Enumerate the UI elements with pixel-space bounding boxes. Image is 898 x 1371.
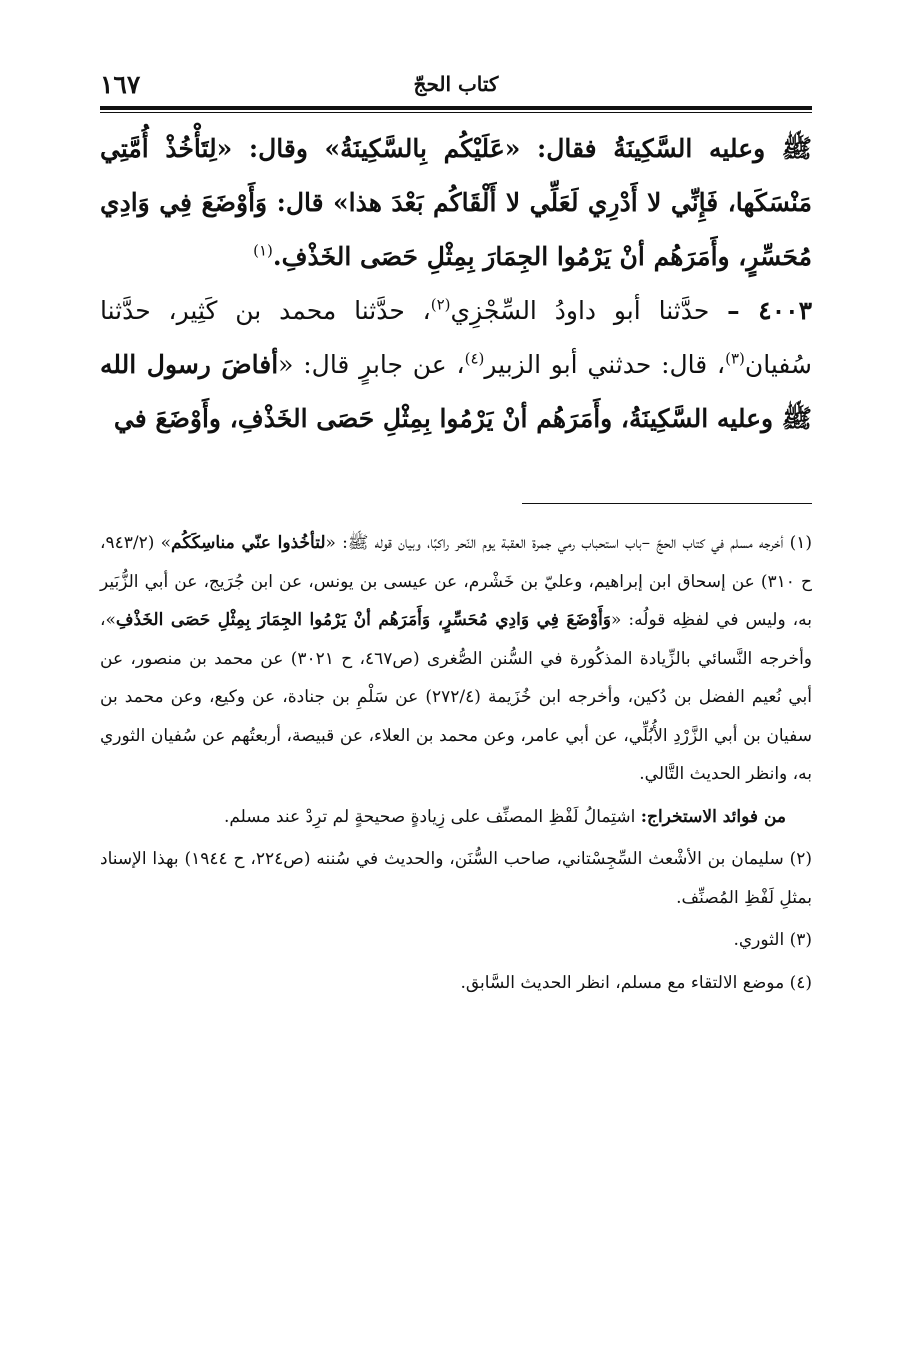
footnote-4: (٤) موضع الالتقاء مع مسلم، انظر الحديث السَّابق. bbox=[460, 972, 812, 993]
running-title: كتاب الحجّ bbox=[413, 72, 499, 96]
footnote-1 bbox=[100, 524, 812, 794]
footnote-ref-2: (٢) bbox=[430, 295, 451, 314]
footnote-1-part-c: » (٩٤٣/٢، ح ٣١٠) عن إسحاق ابن إبراهيم، وعليّ بن خَشْرم، عن عيسى بن يونس، عن ابن جُرَيج، عن أبي الزُّبَير به، وليس في لفظِه قولُه: « bbox=[100, 533, 813, 630]
main-paragraph-1 bbox=[100, 122, 812, 284]
isnad-part-d: ، عن جابرٍ قال: « bbox=[278, 350, 465, 379]
footnote-1-part-a: (١) أخرجه مسلم في كتاب الحجّ –باب استحباب رمي جمرة العقبة يوم النّحر راكبًا، وبيان قوله ﷺ: « bbox=[325, 533, 813, 553]
footnote-1-quote-1: لتأخُذوا عنّي مناسِكَكُم bbox=[171, 533, 326, 553]
footnote-ref-1: (١) bbox=[253, 241, 273, 260]
isnad-part-b: ، حدَّثنا محمد بن كَثِير، حدَّثنا سُفيان bbox=[100, 296, 812, 379]
isnad-part-a: حدَّثنا أبو داودُ السِّجْزِي bbox=[450, 296, 728, 325]
page-header bbox=[100, 70, 812, 104]
hadith-text-continuation: ﷺ وعليه السَّكِينَةُ فقال: «عَلَيْكُم بِالسَّكِينَةُ» وقال: «لِتَأْخُذْ أُمَّتِي مَنْسَكَها، فَإِنِّي لا أَدْرِي لَعَلِّي لا أَلْقَاكُم بَعْدَ هذا» قال: وَأَوْضَعَ فِي وَادِي مُحَسِّرٍ، وأَمَرَهُم أنْ يَرْمُوا الجِمَارَ بِمِثْلِ حَصَى الخَذْفِ. bbox=[100, 134, 812, 271]
footnote-separator bbox=[522, 503, 812, 504]
main-text bbox=[100, 122, 812, 446]
footnote-2: (٢) سليمان بن الأشْعث السِّجِسْتاني، صاحب السُّنَن، والحديث في سُننه (ص٢٢٤، ح ١٩٤٤) بهذا الإسناد بمثلِ لَفْظِ المُصنِّف. bbox=[100, 849, 812, 908]
book-page bbox=[100, 0, 812, 1371]
benefit-label: من فوائد الاستخراج: bbox=[640, 806, 786, 827]
footnote-1-quote-2: وَأَوْضَعَ فِي وَادِي مُحَسِّرٍ، وَأَمَرَهُم أنْ يَرْمُوا الجِمَارَ بِمِثْلِ حَصَى الخَذْفِ bbox=[115, 610, 612, 630]
footnote-3: (٣) الثوري. bbox=[733, 930, 812, 950]
hadith-number: ٤٠٠٣ – bbox=[727, 296, 812, 325]
header-rule-thin bbox=[100, 112, 812, 113]
footnotes bbox=[100, 524, 812, 1006]
footnote-1-part-d: »، وأخرجه النَّسائي بالزِّيادة المذكُورة في السُّنن الصُّغرى (ص٤٦٧، ح ٣٠٢١) عن محمد بن منصور، عن أبي نُعيم الفضل بن دُكين، وأخرجه ابن خُزَيمة (٢٧٢/٤) عن سَلْمِ بن جنادة، عن وكيع، وعن محمد بن سفيان بن أبي الزَّرْدِ الأُبُلِّي، عن أبي عامر، وعن محمد بن العلاء، عن قبيصة، أربعتُهم عن سُفيان الثوري به، وانظر الحديث التَّالي. bbox=[100, 610, 813, 784]
main-paragraph-2 bbox=[100, 284, 812, 446]
isnad-part-c: ، قال: حدثني أبو الزبير bbox=[484, 350, 726, 379]
header-rule-thick bbox=[100, 106, 812, 110]
footnote-ref-4: (٤) bbox=[464, 349, 485, 368]
extraction-benefit bbox=[100, 798, 812, 837]
page-number: ١٦٧ bbox=[100, 70, 141, 99]
matn-text: أفاضَ رسول الله ﷺ وعليه السَّكِينَةُ، وأَمَرَهُم أنْ يَرْمُوا بِمِثْلِ حَصَى الخَذْفِ، وأَوْضَعَ في bbox=[100, 350, 812, 433]
benefit-text: اشتِمالُ لَفْظِ المصنِّف على زِيادةٍ صحيحةٍ لم ترِدْ عند مسلم. bbox=[223, 806, 641, 827]
footnote-ref-3: (٣) bbox=[725, 349, 745, 368]
